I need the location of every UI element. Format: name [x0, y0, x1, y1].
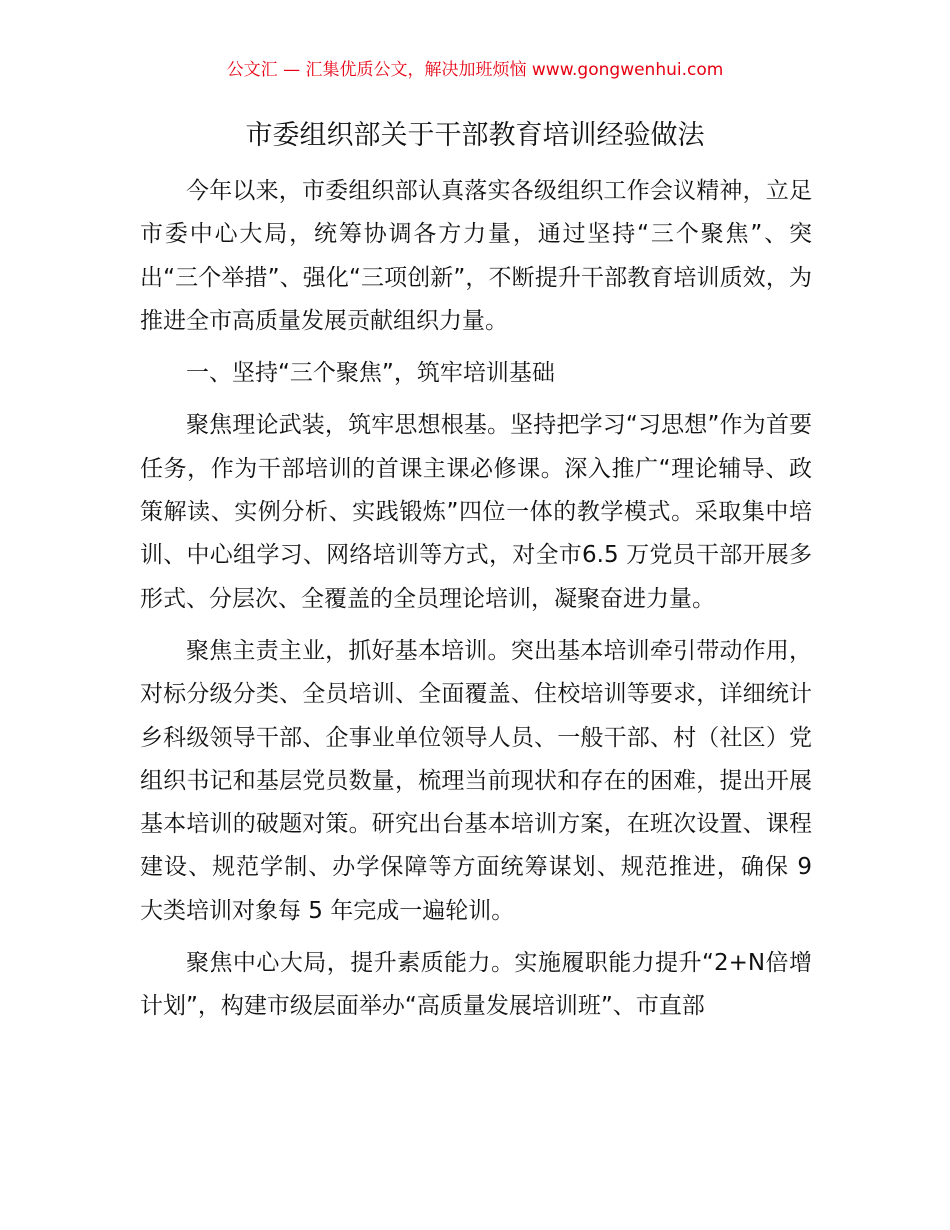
paragraph-intro: 今年以来，市委组织部认真落实各级组织工作会议精神，立足市委中心大局，统筹协调各方力量，通过坚持“三个聚焦”、突出“三个举措”、强化“三项创新”，不断提升干部教育培训质效，为推进全市高质量发展贡献组织力量。 [140, 178, 812, 334]
paragraph-basic-training: 聚焦主责主业，抓好基本培训。突出基本培训牵引带动作用，对标分级分类、全员培训、全面覆盖、住校培训等要求，详细统计乡科级领导干部、企事业单位领导人员、一般干部、村（社区）党组织书记和基层党员数量，梳理当前现状和存在的困难，提出开展基本培训的破题对策。研究出台基本培训方案，在班次设置、课程建设、规范学制、办学保障等方面统筹谋划、规范推进，确保 9 大类培训对象每 5 年完成一遍轮训。 [140, 637, 812, 924]
paragraph-theory: 聚焦理论武装，筑牢思想根基。坚持把学习“习思想”作为首要任务，作为干部培训的首课主课必修课。深入推广“理论辅导、政策解读、实例分析、实践锻炼”四位一体的教学模式。采取集中培训、中心组学习、网络培训等方式，对全市6.5 万党员干部开展多形式、分层次、全覆盖的全员理论培训，凝聚奋进力量。 [140, 412, 812, 612]
header-banner: 公文汇 — 汇集优质公文，解决加班烦恼 www.gongwenhui.com [226, 60, 724, 80]
paragraph-central-task: 聚焦中心大局，提升素质能力。实施履职能力提升“2+N倍增计划”，构建市级层面举办“高质量发展培训班”、市直部 [140, 950, 812, 1020]
section-heading-1: 一、坚持“三个聚焦”，筑牢培训基础 [186, 360, 555, 387]
document-body [140, 170, 812, 1029]
document-title: 市委组织部关于干部教育培训经验做法 [245, 120, 705, 151]
